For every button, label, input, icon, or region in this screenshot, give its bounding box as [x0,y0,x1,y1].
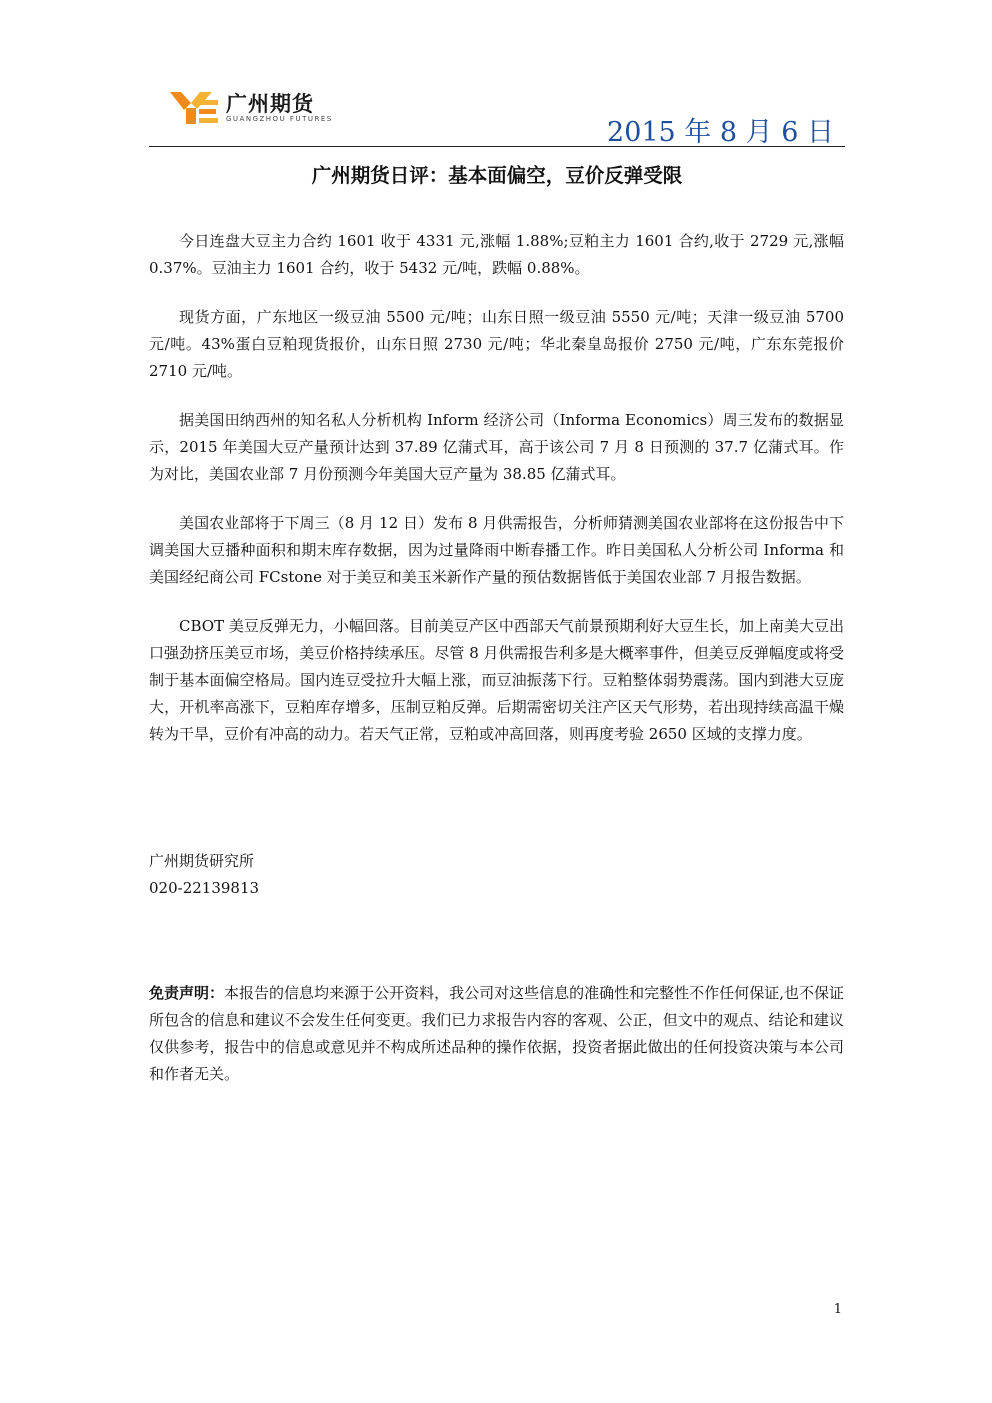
paragraph-spot-prices: 现货方面，广东地区一级豆油 5500 元/吨；山东日照一级豆油 5550 元/吨；天津一级豆油 5700 元/吨。43%蛋白豆粕现货报价，山东日照 2730 元/吨；华北秦皇岛报价 2750 元/吨，广东东莞报价 2710 元/吨。 [149,308,844,380]
signature-org: 广州期货研究所 [149,852,255,870]
paragraph-usda-report: 美国农业部将于下周三（8 月 12 日）发布 8 月供需报告，分析师猜测美国农业部将在这份报告中下调美国大豆播种面积和期末库存数据，因为过量降雨中断春播工作。昨日美国私人分析公司 Informa 和美国经纪商公司 FCstone 对于美豆和美玉米新作产量的预估数据皆低于美国农业部 7 月报告数据。 [149,514,844,586]
report-body [149,228,844,770]
company-logo [170,88,340,128]
paragraph-informa-forecast: 据美国田纳西州的知名私人分析机构 Inform 经济公司（Informa Economics）周三发布的数据显示，2015 年美国大豆产量预计达到 37.89 亿蒲式耳，高于该公司 7 月 8 日预测的 37.7 亿蒲式耳。作为对比，美国农业部 7 月份预测今年美国大豆产量为 38.85 亿蒲式耳。 [149,411,844,483]
paragraph-futures-close: 今日连盘大豆主力合约 1601 收于 4331 元,涨幅 1.88%;豆粕主力 1601 合约,收于 2729 元,涨幅 0.37%。豆油主力 1601 合约，收于 5432 元/吨，跌幅 0.88%。 [149,232,844,277]
header-divider [149,146,845,147]
report-date: 2015 年 8 月 6 日 [607,117,834,148]
disclaimer [149,980,844,1088]
signature-block [149,848,259,902]
company-logo-name: 广州期货 [226,92,314,116]
company-logo-tagline: GUANGZHOU FUTURES [226,115,333,123]
disclaimer-label: 免责声明： [149,984,225,1002]
paragraph-market-outlook: CBOT 美豆反弹无力，小幅回落。目前美豆产区中西部天气前景预期利好大豆生长，加上南美大豆出口强劲挤压美豆市场，美豆价格持续承压。尽管 8 月供需报告利多是大概率事件，但美豆反弹幅度或将受制于基本面偏空格局。国内连豆受拉升大幅上涨，而豆油振荡下行。豆粕整体弱势震荡。国内到港大豆庞大，开机率高涨下，豆粕库存增多，压制豆粕反弹。后期需密切关注产区天气形势，若出现持续高温干燥转为干旱，豆价有冲高的动力。若天气正常，豆粕或冲高回落，则再度考验 2650 区域的支撑力度。 [149,617,844,743]
disclaimer-text: 本报告的信息均来源于公开资料，我公司对这些信息的准确性和完整性不作任何保证,也不保证所包含的信息和建议不会发生任何变更。我们已力求报告内容的客观、公正，但文中的观点、结论和建议仅供参考，报告中的信息或意见并不构成所述品种的操作依据，投资者据此做出的任何投资决策与本公司和作者无关。 [149,984,844,1083]
signature-phone: 020-22139813 [149,879,260,897]
report-title: 广州期货日评：基本面偏空，豆价反弹受限 [311,164,683,187]
company-logo-icon [170,88,220,124]
page-number: 1 [833,1302,842,1317]
